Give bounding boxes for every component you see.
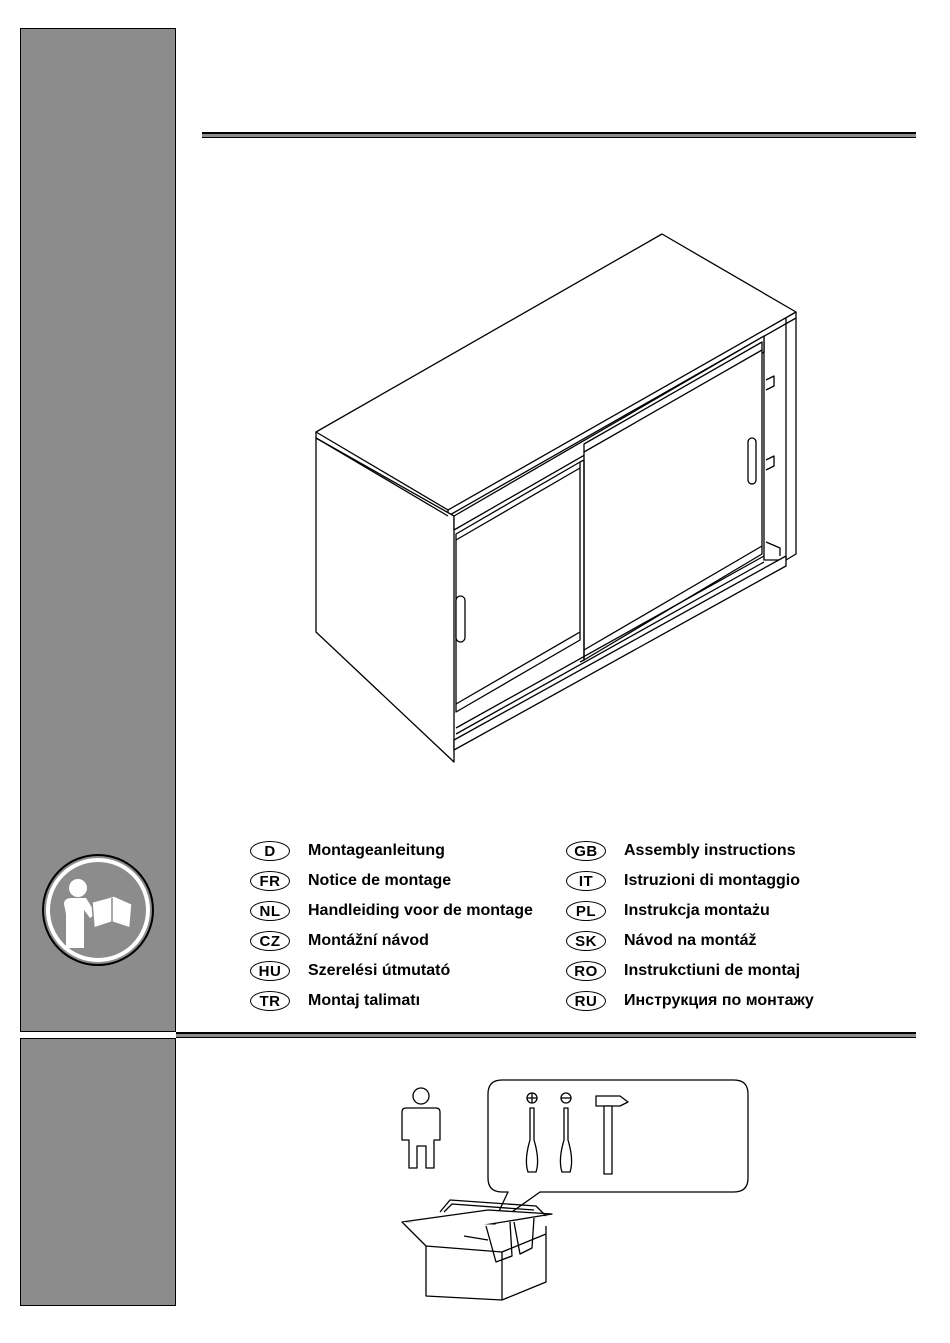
- language-item-ro: [566, 959, 800, 983]
- language-item-hu: [250, 959, 450, 983]
- language-title: Montageanleitung: [308, 842, 445, 859]
- language-title: Szerelési útmutató: [308, 962, 451, 979]
- language-item-tr: [250, 989, 420, 1013]
- language-title: Istruzioni di montaggio: [624, 872, 800, 889]
- read-instructions-icon: [40, 852, 156, 968]
- language-title: Assembly instructions: [624, 842, 796, 859]
- language-item-gb: [566, 839, 796, 863]
- language-code-badge: HU: [250, 961, 290, 981]
- language-code-badge: NL: [250, 901, 290, 921]
- language-code-badge: RU: [566, 991, 606, 1011]
- required-tools-illustration: [390, 1076, 762, 1302]
- language-item-d: [250, 839, 445, 863]
- language-title: Montaj talimatı: [308, 992, 421, 1009]
- language-item-pl: [566, 899, 770, 923]
- language-code-badge: CZ: [250, 931, 290, 951]
- language-title: Инструкция по монтажу: [624, 992, 814, 1009]
- language-title: Instrukcja montażu: [624, 902, 770, 919]
- language-item-it: [566, 869, 800, 893]
- sliding-door-cabinet-illustration: [310, 228, 810, 768]
- section-divider-rule: [176, 1032, 916, 1038]
- language-item-cz: [250, 929, 429, 953]
- language-code-badge: RO: [566, 961, 606, 981]
- language-code-badge: TR: [250, 991, 290, 1011]
- header-rule: [202, 132, 916, 138]
- toolbox-icon: [402, 1200, 552, 1300]
- language-item-nl: [250, 899, 533, 923]
- one-person-icon: [402, 1088, 440, 1168]
- language-item-ru: [566, 989, 814, 1013]
- language-code-badge: IT: [566, 871, 606, 891]
- language-title: Montážní návod: [308, 932, 429, 949]
- language-title: Instrukctiuni de montaj: [624, 962, 801, 979]
- language-title: Handleiding voor de montage: [308, 902, 533, 919]
- language-item-sk: [566, 929, 756, 953]
- language-code-badge: SK: [566, 931, 606, 951]
- language-code-badge: GB: [566, 841, 606, 861]
- language-title: Návod na montáž: [624, 932, 757, 949]
- language-item-fr: [250, 869, 451, 893]
- sidebar-panel-bottom: [20, 1038, 176, 1306]
- language-code-badge: D: [250, 841, 290, 861]
- language-code-badge: PL: [566, 901, 606, 921]
- language-code-badge: FR: [250, 871, 290, 891]
- language-title: Notice de montage: [308, 872, 452, 889]
